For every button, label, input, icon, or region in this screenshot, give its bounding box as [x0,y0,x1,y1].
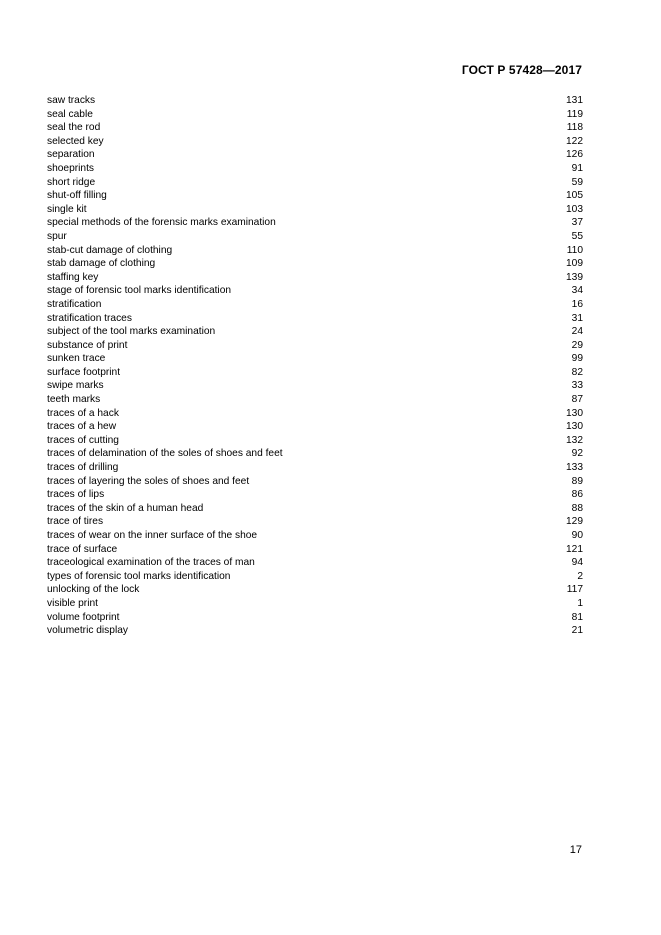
index-page-number: 24 [571,326,583,338]
index-entry [47,230,583,244]
index-term: staffing key [47,271,99,283]
index-term: traces of a hack [47,407,119,419]
index-term: traces of wear on the inner surface of the shoe [47,530,258,541]
index-term: saw tracks [47,95,96,106]
index-entry [47,366,583,380]
index-page-number: 16 [571,298,583,310]
index-entry [47,529,583,543]
index-term: types of forensic tool marks identification [47,570,231,582]
index-page-number: 89 [571,475,583,487]
index-entry [47,94,583,108]
index-term: traceological examination of the traces of man [47,557,255,569]
index-term: stab-cut damage of clothing [47,244,173,256]
index-page-number: 122 [566,135,583,147]
index-term: special methods of the forensic marks examination [47,217,276,229]
index-page-number: 117 [566,584,583,596]
index-entry [47,447,583,461]
index-term: seal the rod [47,122,101,134]
index-page-number: 1 [577,597,583,609]
index-page-number: 133 [566,462,583,474]
index-page-number: 131 [566,95,583,106]
index-entry [47,298,583,312]
index-page-number: 94 [571,557,583,569]
page-number: 17 [569,844,582,856]
index-page-number: 59 [571,176,583,188]
index-page-number: 29 [571,339,583,351]
index-page-number: 119 [566,108,583,120]
index-term: volumetric display [47,625,128,637]
index-term: surface footprint [47,366,121,378]
index-term: traces of drilling [47,462,119,474]
index-page-number: 21 [571,625,583,637]
index-entry [47,121,583,135]
index-page-number: 139 [566,271,583,283]
index-page-number: 129 [566,516,583,528]
index-page-number: 91 [571,162,583,174]
index-entry [47,325,583,339]
index-term: selected key [47,135,104,147]
index-entry [47,203,583,217]
index-entry [47,135,583,149]
index-term: traces of lips [47,489,105,501]
index-page-number: 105 [566,190,583,202]
index-entry [47,461,583,475]
index-entry [47,108,583,122]
index-page-number: 55 [571,230,583,242]
alphabetical-index [47,94,583,638]
index-page-number: 31 [571,312,583,324]
index-entry [47,624,583,638]
index-entry [47,434,583,448]
index-entry [47,420,583,434]
index-entry [47,244,583,258]
index-entry [47,407,583,421]
index-entry [47,284,583,298]
index-term: single kit [47,203,87,215]
standard-code-header: ГОСТ Р 57428—2017 [461,63,582,77]
index-term: traces of layering the soles of shoes and feet [47,475,250,487]
index-page-number: 130 [566,421,583,433]
index-page-number: 132 [566,434,583,446]
index-page-number: 37 [571,217,583,229]
index-page-number: 86 [571,489,583,501]
index-term: visible print [47,597,98,609]
index-page-number: 110 [566,244,583,256]
index-entry [47,543,583,557]
index-entry [47,556,583,570]
index-entry [47,352,583,366]
index-page-number: 87 [571,394,583,406]
index-page-number: 82 [571,366,583,378]
index-term: subject of the tool marks examination [47,326,216,338]
index-page-number: 88 [571,502,583,514]
index-page-number: 2 [577,570,583,582]
index-entry [47,339,583,353]
index-entry [47,515,583,529]
index-term: sunken trace [47,353,106,365]
index-entry [47,176,583,190]
index-entry [47,475,583,489]
index-term: shut-off filling [47,190,107,202]
index-entry [47,393,583,407]
index-term: stratification traces [47,312,132,324]
index-page-number: 130 [566,407,583,419]
index-entry [47,312,583,326]
index-term: stratification [47,298,102,310]
index-term: stab damage of clothing [47,258,156,270]
index-page-number: 99 [571,353,583,365]
index-term: shoeprints [47,162,95,174]
index-entry [47,488,583,502]
index-page-number: 109 [566,258,583,270]
index-page-number: 118 [566,122,583,134]
index-term: stage of forensic tool marks identification [47,285,232,297]
index-term: short ridge [47,176,96,188]
index-entry [47,162,583,176]
index-entry [47,189,583,203]
index-entry [47,257,583,271]
index-term: traces of the skin of a human head [47,502,204,514]
index-entry [47,216,583,230]
index-term: trace of surface [47,543,118,555]
index-term: swipe marks [47,380,104,392]
index-term: volume footprint [47,611,120,623]
index-entry [47,148,583,162]
index-term: separation [47,149,95,161]
index-page-number: 81 [571,611,583,623]
index-entry [47,611,583,625]
index-term: unlocking of the lock [47,584,140,596]
index-entry [47,570,583,584]
index-page-number: 92 [571,448,583,460]
index-term: traces of a hew [47,421,117,433]
index-entry [47,583,583,597]
index-term: seal cable [47,108,93,120]
index-term: teeth marks [47,394,101,406]
index-term: traces of delamination of the soles of shoes and feet [47,448,283,460]
index-page-number: 90 [571,530,583,541]
index-page-number: 126 [566,149,583,161]
index-entry [47,271,583,285]
index-entry [47,379,583,393]
index-term: traces of cutting [47,434,119,446]
index-term: substance of print [47,339,128,351]
index-page-number: 121 [566,543,583,555]
index-term: trace of tires [47,516,104,528]
index-page-number: 103 [566,203,583,215]
index-entry [47,597,583,611]
index-page-number: 34 [571,285,583,297]
index-page-number: 33 [571,380,583,392]
index-entry [47,502,583,516]
index-term: spur [47,230,67,242]
